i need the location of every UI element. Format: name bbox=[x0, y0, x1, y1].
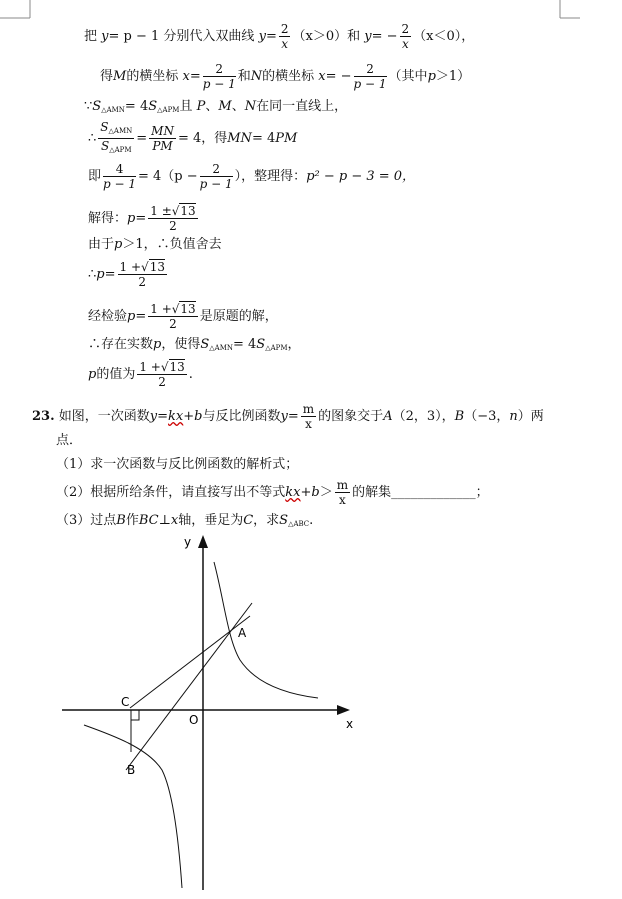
question-23-part-1: （1）求一次函数与反比例函数的解析式； bbox=[56, 457, 299, 472]
fraction: $\frac{2}{x}$ bbox=[401, 22, 410, 51]
right-angle-mark bbox=[131, 710, 139, 720]
hyperbola-branch-1 bbox=[214, 562, 318, 698]
fraction: $\frac{1 +√13}{2}$ bbox=[150, 302, 196, 331]
fraction: $\frac{1 +√13}{2}$ bbox=[119, 260, 165, 289]
fraction: $\frac{2}{p - 1}$ bbox=[199, 162, 233, 191]
point-a-label: A bbox=[238, 626, 247, 640]
solution-line-6: 解得：p= $\frac{1 \pm√13}{2}$ bbox=[88, 204, 196, 233]
point-c-label: C bbox=[121, 695, 130, 709]
question-23-part-3: （3）过点B作BC⊥x轴，垂足为C，求$S_{\triangle ABC}$. bbox=[56, 513, 314, 528]
fraction: $\frac{4}{p - 1}$ bbox=[103, 162, 137, 191]
solution-line-7: 由于p＞1，∴负值舍去 bbox=[88, 237, 222, 252]
question-23-stem-cont: 点． bbox=[56, 433, 83, 448]
fraction: $\frac{1 \pm√13}{2}$ bbox=[150, 204, 196, 233]
hyperbola-branch-2 bbox=[84, 725, 182, 888]
solution-line-11: p的值为 $\frac{1 +√13}{2}$ . bbox=[88, 360, 193, 389]
y-axis-label: y bbox=[184, 535, 192, 549]
segment-c-a bbox=[130, 616, 250, 708]
fraction: $\frac{2}{p - 1}$ bbox=[202, 62, 236, 91]
fraction: $\frac{2}{x}$ bbox=[280, 22, 289, 51]
fraction: $\frac{m}{x}$ bbox=[302, 402, 315, 431]
fraction: $\frac{m}{x}$ bbox=[336, 478, 349, 507]
fraction: $\frac{S_{\triangle AMN}}{S_{\triangle APM}}$ bbox=[100, 120, 133, 154]
x-axis-arrow bbox=[337, 705, 350, 715]
function-graph-figure bbox=[0, 529, 622, 899]
linear-function-line bbox=[126, 603, 252, 770]
origin-label: O bbox=[189, 713, 199, 727]
solution-line-5: 即 $\frac{4}{p - 1}$ = 4（p − $\frac{2}{p - 1}$ ），整理得：p² − p − 3 = 0， bbox=[88, 162, 416, 191]
solution-line-2: 得M的横坐标 x= $\frac{2}{p - 1}$ 和N的横坐标 x= − $\frac{2}{p - 1}$ （其中p＞1） bbox=[100, 62, 471, 91]
solution-line-9: 经检验p= $\frac{1 +√13}{2}$ 是原题的解， bbox=[88, 302, 278, 331]
question-23-part-2: （2）根据所给条件，请直接写出不等式kx+b＞ $\frac{m}{x}$ 的解集_____________； bbox=[56, 478, 489, 507]
x-axis-label: x bbox=[346, 717, 354, 731]
question-23-stem: 23. 如图，一次函数y=kx+b与反比例函数y= $\frac{m}{x}$ 的图象交于A（2，3），B（−3，n）两 bbox=[32, 402, 544, 431]
fraction: $\frac{1 +√13}{2}$ bbox=[139, 360, 185, 389]
solution-line-10: ∴存在实数p，使得$S_{\triangle AMN}= 4S_{\triangle APM}$， bbox=[88, 337, 301, 352]
point-b-label: B bbox=[127, 763, 136, 777]
y-axis-arrow bbox=[198, 535, 208, 548]
solution-line-4: ∴ $\frac{S_{\triangle AMN}}{S_{\triangle APM}}$ = $\frac{MN}{PM}$ = 4，得MN= 4PM bbox=[88, 120, 297, 157]
fraction: $\frac{MN}{PM}$ bbox=[151, 124, 174, 153]
solution-line-8: ∴p= $\frac{1 +√13}{2}$ bbox=[88, 260, 165, 289]
fraction: $\frac{2}{p - 1}$ bbox=[353, 62, 387, 91]
solution-line-3: $\because S_{\triangle AMN}= 4S_{\triangle APM}$且 P、M、N在同一直线上， bbox=[84, 99, 348, 114]
solution-line-1: 把 y= p − 1 分别代入双曲线 y= $\frac{2}{x}$ （x＞0）和 y= − $\frac{2}{x}$ （x＜0）， bbox=[84, 22, 475, 51]
